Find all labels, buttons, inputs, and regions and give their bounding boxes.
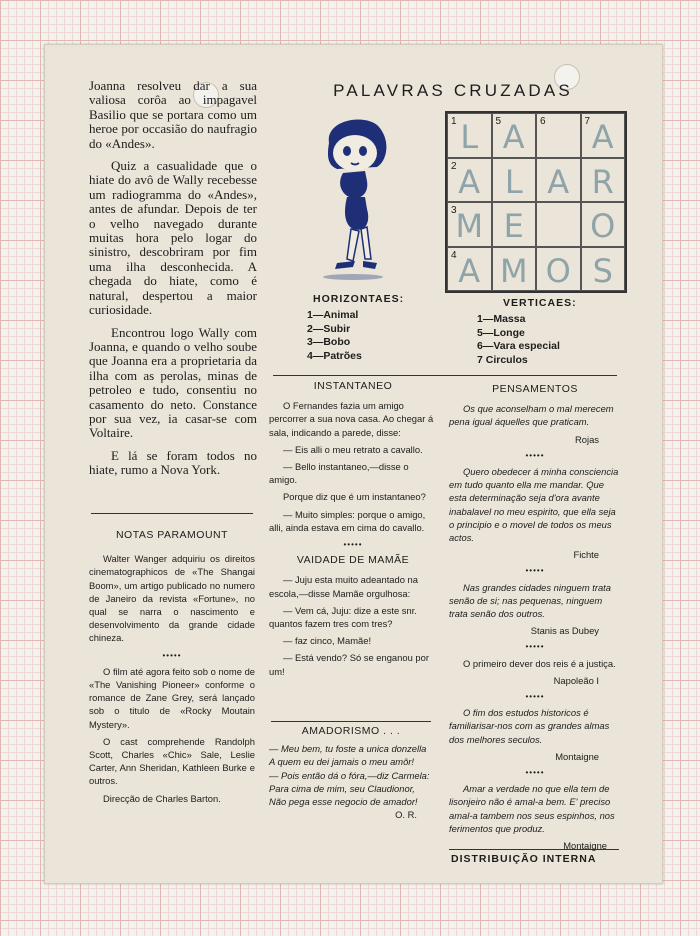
story-paragraph: Quiz a casualidade que o hiate do avô de Wally recebesse um radiogramma do «Andes», antes de afundar. Depois de ter o velho navegado durante muitas hora pelo logar do sinistro, descobriram por fim uma ilha desconhecida. A chegada do hiate, como é natural, despertou a maior curiosidade. bbox=[89, 158, 257, 318]
divider bbox=[91, 513, 253, 514]
crossword-cell bbox=[536, 158, 581, 203]
quote-author: Napoleão I bbox=[553, 674, 599, 686]
text-line: — Vem cá, Juju: dize a este snr. quantos fazem tres com tres? bbox=[269, 604, 417, 630]
clue-item: 5—Longe bbox=[477, 326, 525, 339]
clue-item: 1—Animal bbox=[307, 309, 359, 321]
separator-stars: ••••• bbox=[525, 642, 545, 652]
cell-letter: A bbox=[547, 162, 570, 201]
text-line: O Fernandes fazia um amigo percorrer a sua nova casa. Ao chegar á sala, indicando a parede, disse: bbox=[269, 400, 434, 438]
cell-letter: A bbox=[458, 162, 481, 201]
cell-letter: L bbox=[504, 162, 523, 201]
poem-signature: O. R. bbox=[395, 809, 417, 821]
crossword-cell bbox=[536, 247, 581, 292]
crossword-cell bbox=[536, 113, 581, 158]
text-line: Porque diz que é um instantaneo? bbox=[283, 491, 426, 503]
text-line: — Bello instantaneo,—disse o amigo. bbox=[269, 461, 409, 486]
crossword-cell bbox=[581, 158, 626, 203]
clue-item: 7 Circulos bbox=[477, 353, 528, 366]
clue-item: 2—Subir bbox=[307, 322, 351, 335]
poem-line: — Pois então dá o fóra,—diz Carmela: bbox=[269, 769, 430, 781]
cell-number: 3 bbox=[451, 205, 457, 216]
quote-text: Nas grandes cidades ninguem trata senão de si; nas pequenas, ninguem trata senão dos outros. bbox=[449, 581, 612, 620]
clue-item: 4—Patrões bbox=[307, 349, 362, 362]
notas-paragraph: O cast comprehende Randolph Scott, Charles «Chic» Sale, Leslie Carter, Ann Sheridan, Kathleen Burke e outros. bbox=[89, 735, 255, 787]
crossword-cell bbox=[581, 113, 626, 158]
cell-letter: A bbox=[458, 251, 481, 290]
crossword-cell bbox=[447, 113, 492, 158]
vertical-clues bbox=[477, 297, 627, 367]
poem-line: Não pega esse negocio de amador! bbox=[269, 796, 418, 808]
middle-column bbox=[269, 380, 437, 682]
cell-letter: E bbox=[503, 207, 524, 245]
quote-author: Stanis as Dubey bbox=[530, 625, 599, 637]
notas-title: NOTAS PARAMOUNT bbox=[115, 529, 229, 541]
quote-text: Quero obedecer á minha consciencia em tudo quanto ella me mandar. Que esta determinação seja d'ora avante inabalavel no meu espirito, que ella seja o principio e o movel de todos os meus actos. bbox=[449, 466, 619, 544]
crossword-cell bbox=[581, 202, 626, 247]
cell-number: 2 bbox=[451, 160, 457, 172]
poem-line: — Meu bem, tu foste a unica donzella bbox=[269, 743, 427, 755]
separator-stars: ••••• bbox=[525, 768, 545, 778]
vertical-clues-title: VERTICAES: bbox=[503, 297, 577, 309]
story-paragraph: Joanna resolveu dar a sua valiosa corôa ao impagavel Basilio que se portara como um heroe por occasião do naufragio do «Andes». bbox=[89, 78, 257, 151]
separator-stars: ••••• bbox=[525, 692, 545, 702]
text-line: — faz cinco, Mamãe! bbox=[283, 635, 372, 647]
divider bbox=[273, 375, 617, 376]
quote-author: Rojas bbox=[575, 433, 599, 445]
cell-letter: R bbox=[591, 162, 614, 201]
amadorismo-title: AMADORISMO . . . bbox=[301, 725, 401, 737]
crossword-cell bbox=[447, 158, 492, 203]
cell-letter: S bbox=[592, 251, 613, 290]
cell-number: 6 bbox=[540, 116, 546, 127]
amadorismo-section bbox=[269, 725, 433, 821]
story-paragraph: Encontrou logo Wally com Joanna, e quando o velho soube que Joanna era a proprietaria da ilha com as perolas, minas de petroleo e tudo, consentiu no casamento do neto. Constance por sua vez, ia casar-se com Voltaire. bbox=[89, 324, 257, 441]
crossword-cell bbox=[492, 247, 537, 292]
divider bbox=[449, 849, 619, 850]
cell-letter: M bbox=[455, 207, 484, 245]
vaidade-title: VAIDADE DE MAMÃE bbox=[296, 554, 410, 567]
quote-text: O fim dos estudos historicos é familiarisar-nos com as grandes almas dos melhores seculos. bbox=[449, 707, 610, 745]
crossword-cell bbox=[492, 113, 537, 158]
cell-letter: O bbox=[545, 251, 571, 290]
footer-label: DISTRIBUIÇÃO INTERNA bbox=[451, 853, 597, 865]
notas-paragraph: O film até agora feito sob o nome de «The Vanishing Pioneer» conforme o romance de Zane Grey, será lançado sob o titulo de «Rocky Moutain Mystery». bbox=[89, 665, 255, 730]
clue-item: 1—Massa bbox=[477, 313, 526, 325]
horizontal-clues-title: HORIZONTAES: bbox=[313, 293, 405, 305]
cell-number: 5 bbox=[495, 116, 502, 127]
separator-stars: ••••• bbox=[525, 450, 545, 460]
crossword-cell bbox=[492, 202, 537, 247]
cell-letter: O bbox=[590, 207, 616, 245]
text-line: — Muito simples: porque o amigo, alli, ainda estava em cima do cavallo. bbox=[269, 508, 426, 533]
separator-stars: ••••• bbox=[162, 650, 182, 660]
separator-stars: ••••• bbox=[525, 566, 545, 576]
crossword-cell bbox=[536, 202, 581, 247]
cell-number: 7 bbox=[584, 116, 591, 127]
leaflet-card bbox=[44, 44, 663, 884]
quote-text: Amar a verdade no que ella tem de lisonjeiro não é amal-a bem. E' preciso amal-a tambem nos seus espinhos, nos ferimentos que produz. bbox=[449, 783, 615, 834]
clue-item: 6—Vara especial bbox=[477, 340, 560, 353]
crossword-cell bbox=[447, 202, 492, 247]
quote-text: Os que aconselham o mal merecem pena igual áquelles que praticam. bbox=[449, 403, 614, 428]
cell-letter: M bbox=[499, 251, 528, 290]
crossword-cell bbox=[447, 247, 492, 292]
text-line: — Juju esta muito adeantado na escola,—disse Mamãe orgulhosa: bbox=[269, 574, 418, 599]
notas-credit: Direcção de Charles Barton. bbox=[103, 792, 221, 804]
divider bbox=[271, 721, 431, 722]
poem-line: Para cima de mim, seu Claudionor, bbox=[269, 782, 415, 794]
cell-letter: L bbox=[460, 118, 479, 156]
notas-paragraph: Walter Wanger adquiriu os direitos cinematographicos de «The Shangai Boom», um artigo publicado no numero de Janeiro da revista «Fortune», no qual se narra o nascimento e desenvolvimento da grande cidade chineza. bbox=[89, 553, 255, 644]
crossword-cell bbox=[492, 158, 537, 203]
poem-line: A quem eu dei jamais o meu amôr! bbox=[269, 756, 415, 768]
cartoon-girl-illustration bbox=[307, 113, 399, 281]
quote-author: Fichte bbox=[573, 549, 599, 561]
crossword-title: PALAVRAS CRUZADAS bbox=[333, 81, 573, 100]
pensamentos-title: PENSAMENTOS bbox=[492, 383, 578, 395]
cell-number: 1 bbox=[451, 116, 457, 127]
story-paragraph: E lá se foram todos no hiate, rumo a Nova York. bbox=[89, 447, 257, 478]
clue-item: 3—Bobo bbox=[307, 336, 351, 349]
cell-letter: A bbox=[502, 118, 525, 156]
crossword-cell bbox=[581, 247, 626, 292]
pensamentos-section bbox=[449, 383, 621, 852]
text-line: — Eis alli o meu retrato a cavallo. bbox=[283, 443, 423, 455]
text-line: — Está vendo? Só se enganou por um! bbox=[269, 652, 429, 677]
quote-author: Montaigne bbox=[563, 840, 607, 852]
instantaneo-title: INSTANTANEO bbox=[313, 380, 393, 392]
horizontal-clues bbox=[307, 293, 457, 363]
quote-author: Montaigne bbox=[555, 750, 599, 762]
cell-number: 4 bbox=[451, 249, 457, 261]
separator-stars: ••••• bbox=[343, 540, 363, 550]
cell-letter: A bbox=[591, 118, 614, 156]
crossword-grid bbox=[445, 111, 627, 293]
quote-text: O primeiro dever dos reis é a justiça. bbox=[463, 657, 616, 669]
notas-section bbox=[89, 529, 255, 809]
story-column bbox=[89, 79, 257, 486]
